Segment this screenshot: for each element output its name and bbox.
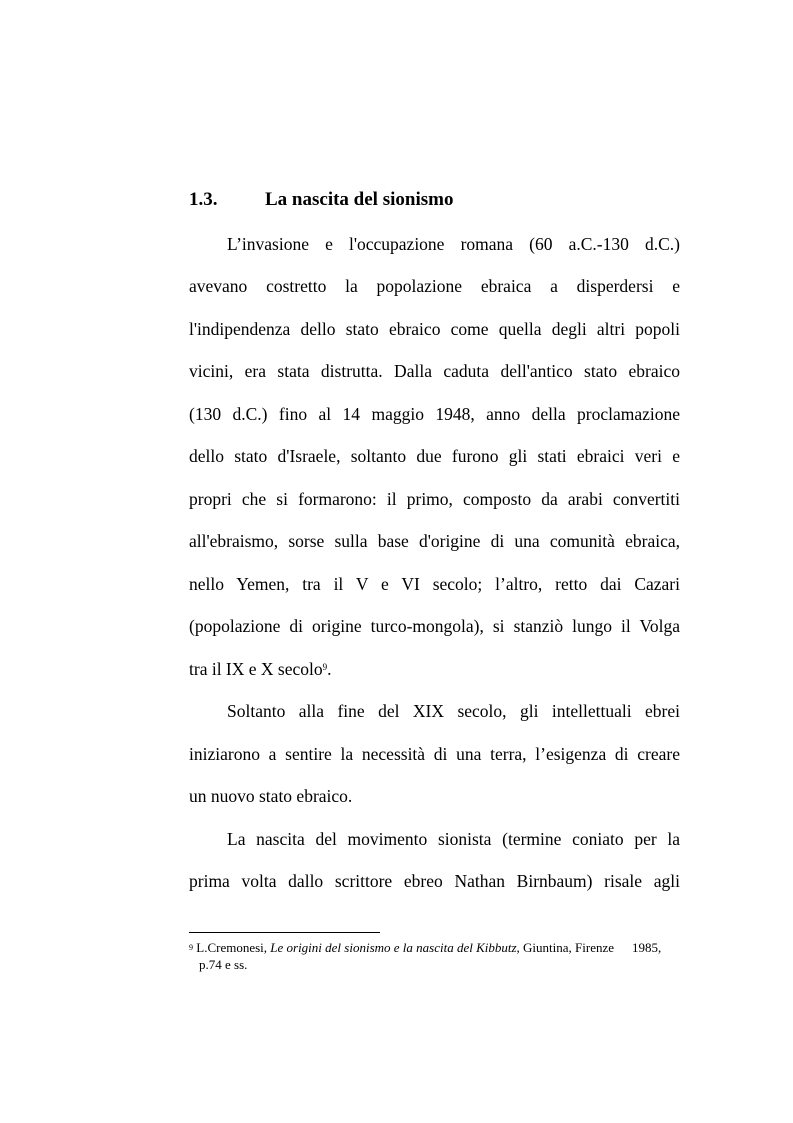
footnote-title: Le origini del sionismo e la nascita del Kibbutz — [270, 940, 517, 955]
footnote-author: L.Cremonesi, — [196, 940, 268, 955]
text-line: nello Yemen, tra il V e VI secolo; l’altro, retto dai Cazari — [189, 574, 680, 594]
footnote-pages: p.74 e ss. — [199, 957, 248, 972]
text-line: l'indipendenza dello stato ebraico come quella degli altri popoli — [189, 319, 680, 339]
text-line: dello stato d'Israele, soltanto due furono gli stati ebraici veri e — [189, 446, 680, 466]
footnote-publisher: , Giuntina, Firenze — [516, 940, 615, 955]
text-line: propri che si formarono: il primo, composto da arabi convertiti — [189, 489, 680, 509]
line-end-punctuation: . — [327, 659, 332, 679]
section-heading — [189, 189, 453, 211]
text-line: avevano costretto la popolazione ebraica a disperdersi e — [189, 276, 680, 296]
text-line: L’invasione e l'occupazione romana (60 a.C.-130 d.C.) — [227, 234, 680, 254]
footnote — [189, 939, 689, 973]
text-line: (130 d.C.) fino al 14 maggio 1948, anno della proclamazione — [189, 404, 680, 424]
footnote-divider — [189, 932, 380, 933]
text-line-content: tra il IX e X secolo — [189, 659, 323, 679]
text-line: vicini, era stata distrutta. Dalla caduta dell'antico stato ebraico — [189, 361, 680, 381]
footnote-number: 9 — [189, 943, 193, 952]
text-line: un nuovo stato ebraico. — [189, 786, 353, 806]
footnote-reference[interactable]: 9 — [322, 662, 328, 672]
section-title: La nascita del sionismo — [265, 189, 454, 210]
text-line — [189, 657, 680, 681]
section-number: 1.3. — [189, 189, 218, 210]
text-line: prima volta dallo scrittore ebreo Nathan Birnbaum) risale agli — [189, 871, 680, 891]
text-line: (popolazione di origine turco-mongola), si stanziò lungo il Volga — [189, 616, 680, 636]
text-line: Soltanto alla fine del XIX secolo, gli intellettuali ebrei — [227, 701, 680, 721]
text-line: all'ebraismo, sorse sulla base d'origine di una comunità ebraica, — [189, 531, 680, 551]
footnote-line — [189, 939, 689, 956]
text-line: La nascita del movimento sionista (termine coniato per la — [227, 829, 680, 849]
text-line: iniziarono a sentire la necessità di una terra, l’esigenza di creare — [189, 744, 680, 764]
footnote-year: 1985, — [632, 940, 662, 955]
